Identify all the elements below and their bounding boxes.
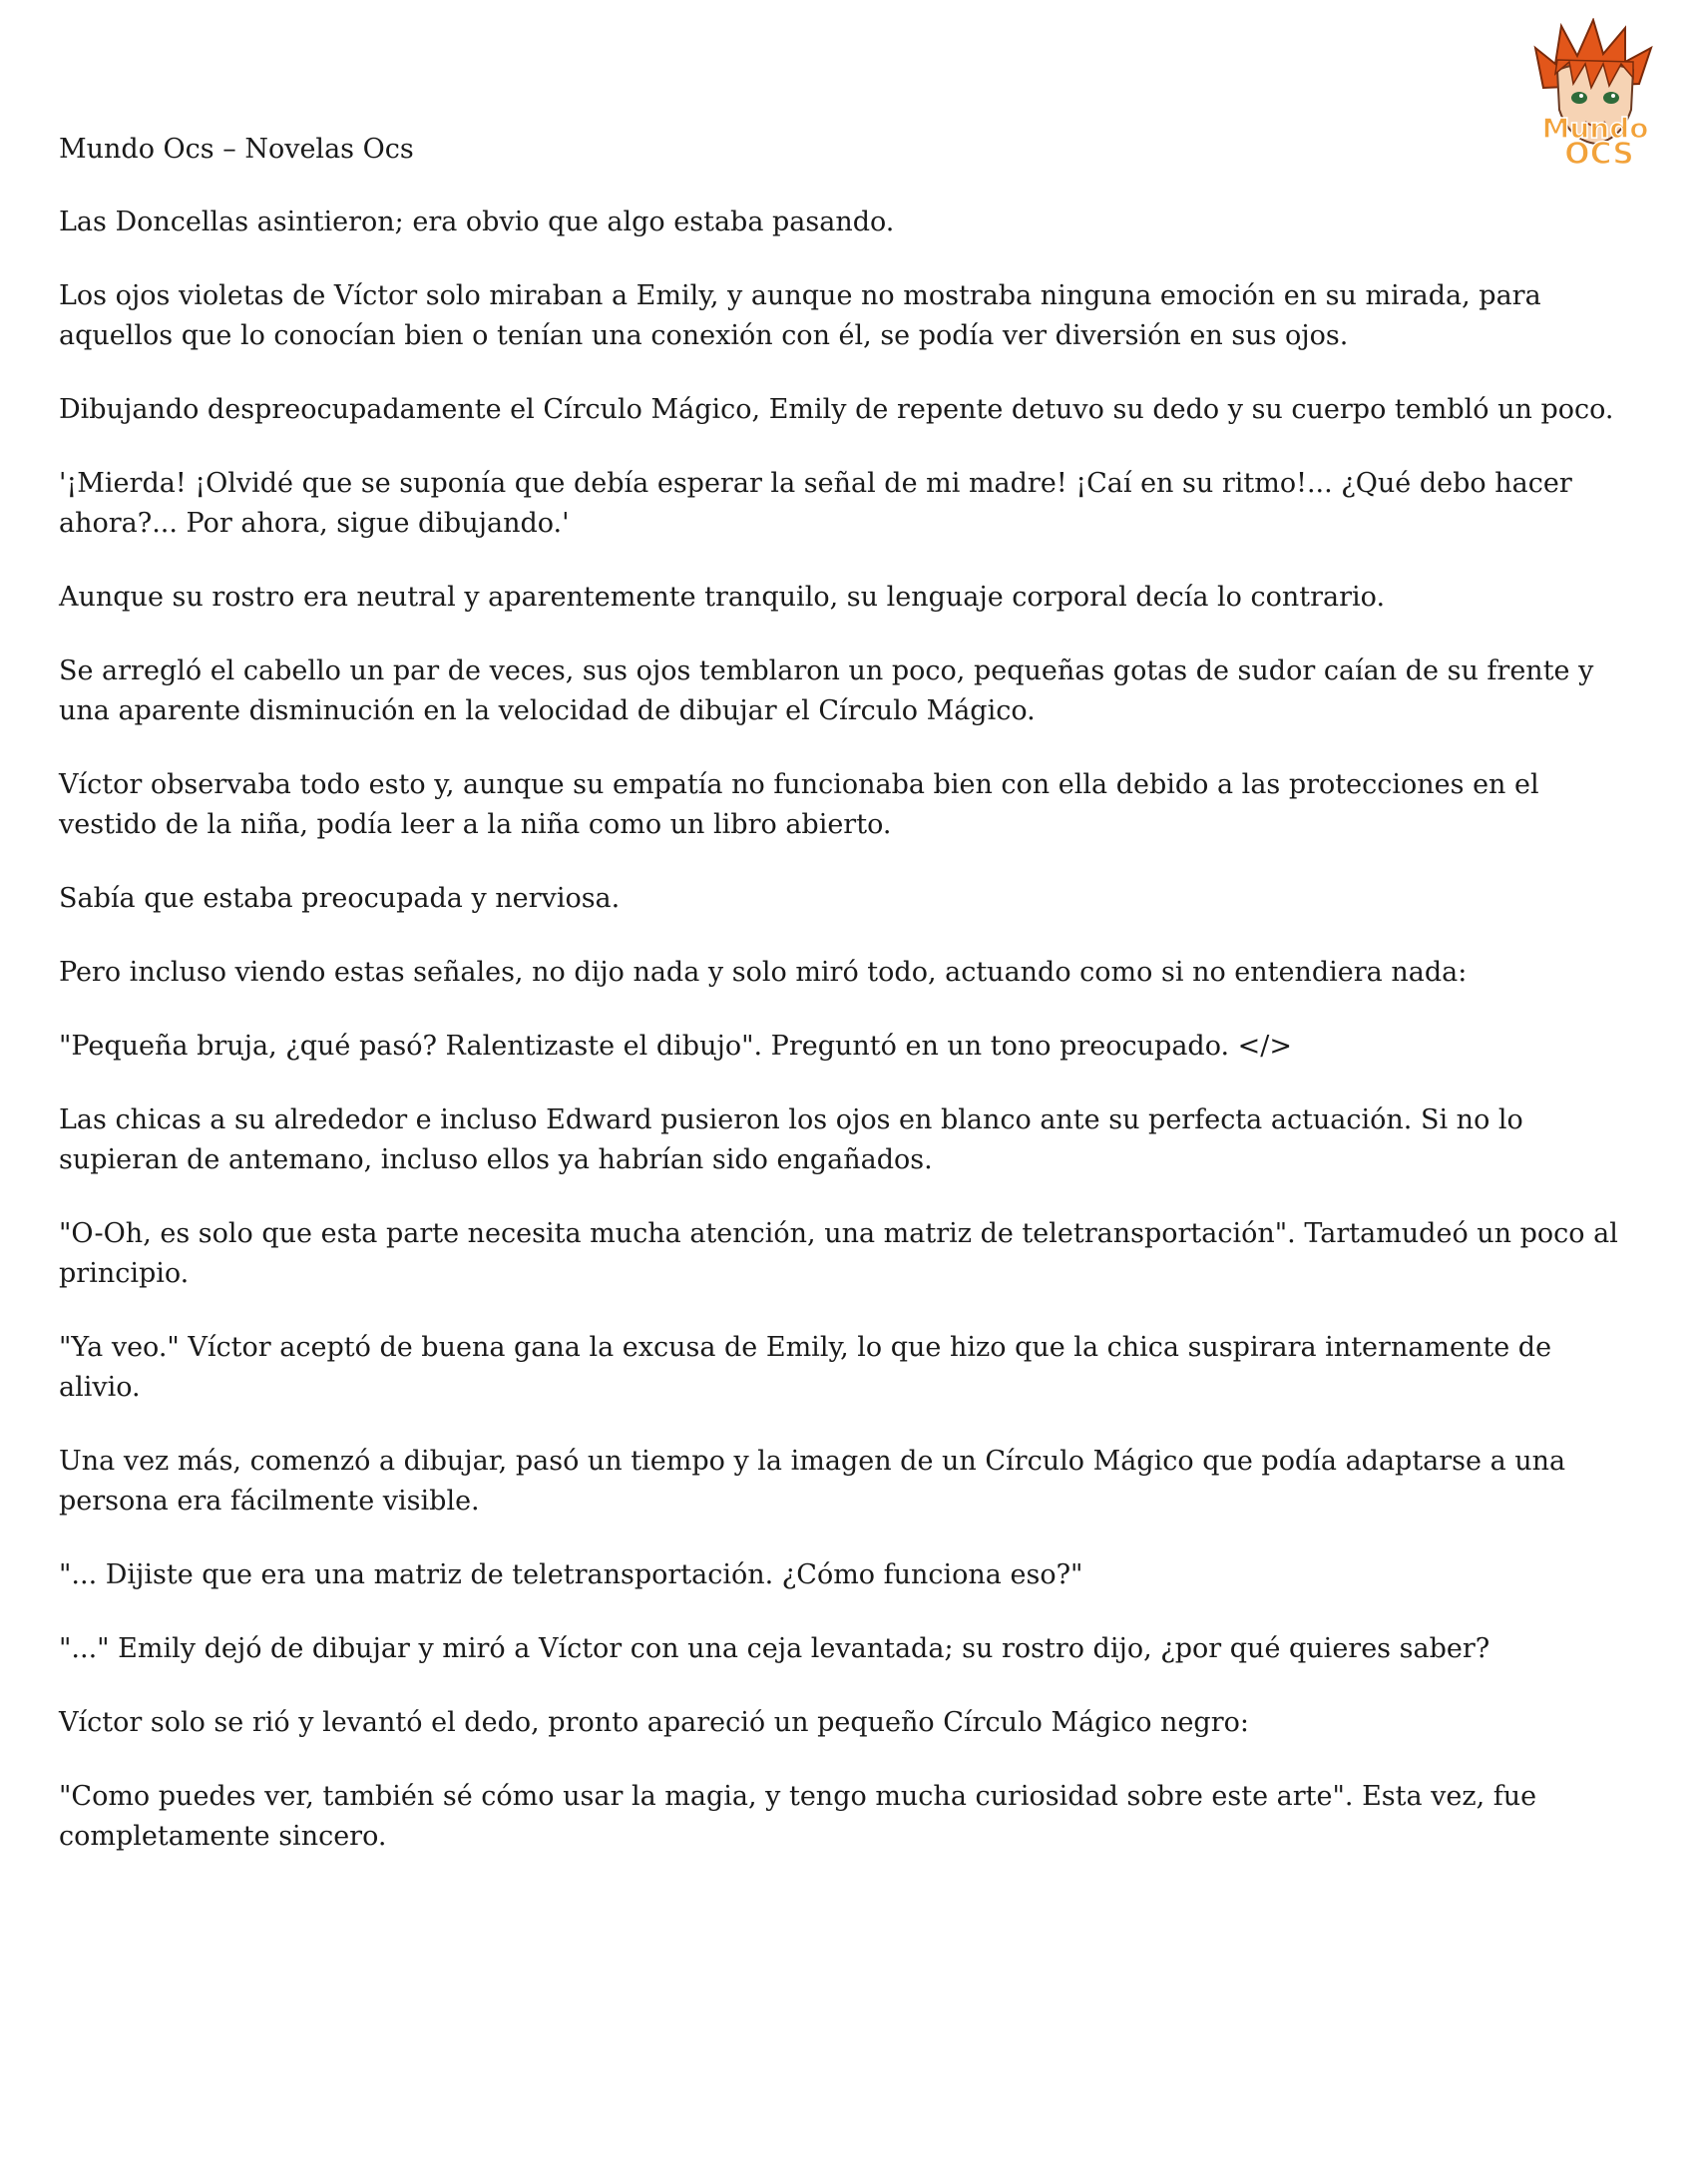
paragraph: "Ya veo." Víctor aceptó de buena gana la excusa de Emily, lo que hizo que la chica suspirara internamente de alivio.	[59, 1332, 1552, 1403]
paragraph: Víctor solo se rió y levantó el dedo, pronto apareció un pequeño Círculo Mágico negro:	[59, 1707, 1249, 1738]
paragraph: Se arregló el cabello un par de veces, sus ojos temblaron un poco, pequeñas gotas de sudor caían de su frente y una aparente disminución en la velocidad de dibujar el Círculo Mágico.	[59, 655, 1594, 726]
paragraph: Dibujando despreocupadamente el Círculo Mágico, Emily de repente detuvo su dedo y su cuerpo tembló un poco.	[59, 394, 1614, 425]
logo-text-line2: OCS	[1564, 137, 1634, 168]
paragraph: Las chicas a su alrededor e incluso Edward pusieron los ojos en blanco ante su perfecta actuación. Si no lo supieran de antemano, incluso ellos ya habrían sido engañados.	[59, 1104, 1523, 1175]
mundo-ocs-logo	[1521, 18, 1669, 168]
paragraph: "Como puedes ver, también sé cómo usar la magia, y tengo mucha curiosidad sobre este arte". Esta vez, fue completamente sincero.	[59, 1781, 1537, 1852]
page-header: Mundo Ocs – Novelas Ocs	[59, 134, 414, 165]
paragraph: "... Dijiste que era una matriz de teletransportación. ¿Cómo funciona eso?"	[59, 1559, 1083, 1590]
document-body	[59, 203, 1635, 1891]
paragraph: Pero incluso viendo estas señales, no dijo nada y solo miró todo, actuando como si no entendiera nada:	[59, 957, 1468, 988]
paragraph: Una vez más, comenzó a dibujar, pasó un tiempo y la imagen de un Círculo Mágico que podía adaptarse a una persona era fácilmente visible.	[59, 1446, 1566, 1517]
paragraph: Víctor observaba todo esto y, aunque su empatía no funcionaba bien con ella debido a las protecciones en el vestido de la niña, podía leer a la niña como un libro abierto.	[59, 769, 1539, 840]
paragraph: "..." Emily dejó de dibujar y miró a Víctor con una ceja levantada; su rostro dijo, ¿por qué quieres saber?	[59, 1633, 1490, 1664]
paragraph: '¡Mierda! ¡Olvidé que se suponía que debía esperar la señal de mi madre! ¡Caí en su ritmo!... ¿Qué debo hacer ahora?... Por ahora, sigue dibujando.'	[59, 468, 1572, 539]
paragraph: Aunque su rostro era neutral y aparentemente tranquilo, su lenguaje corporal decía lo contrario.	[59, 582, 1386, 613]
logo-text-line1: Mundo	[1541, 112, 1649, 145]
paragraph: "Pequeña bruja, ¿qué pasó? Ralentizaste el dibujo". Preguntó en un tono preocupado. </>	[59, 1031, 1293, 1062]
paragraph: Sabía que estaba preocupada y nerviosa.	[59, 883, 621, 914]
paragraph: "O-Oh, es solo que esta parte necesita mucha atención, una matriz de teletransportación". Tartamudeó un poco al principio.	[59, 1218, 1618, 1289]
paragraph: Los ojos violetas de Víctor solo miraban a Emily, y aunque no mostraba ninguna emoción en su mirada, para aquellos que lo conocían bien o tenían una conexión con él, se podía ver diversión en sus ojos.	[59, 280, 1541, 351]
paragraph: Las Doncellas asintieron; era obvio que algo estaba pasando.	[59, 207, 895, 237]
